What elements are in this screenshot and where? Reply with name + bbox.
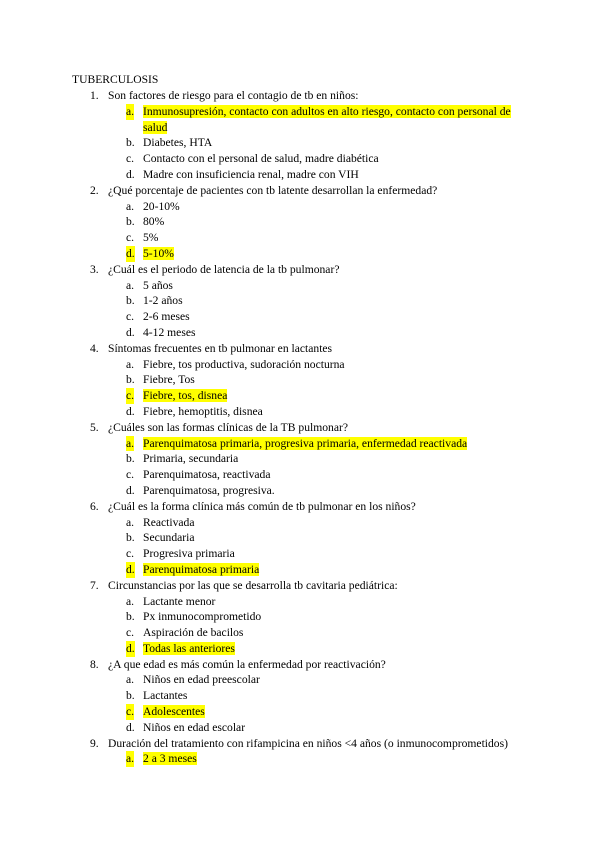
option-list [0,357,600,420]
option-list [0,436,600,499]
question-line [0,183,600,199]
option-letter: c. [126,389,135,403]
option-letter: a. [126,436,135,450]
option-text: Inmunosupresión, contacto con adultos en alto riesgo, contacto con personal de salud [143,104,511,134]
answer-option-highlighted [0,751,600,767]
option-text-wrapper [143,230,533,246]
option-letter: b. [126,294,135,308]
option-text: Niños en edad escolar [143,720,246,734]
answer-option [0,688,600,704]
question-number: 3. [90,262,99,276]
document-title: TUBERCULOSIS [72,73,159,86]
option-text: 20-10% [143,199,180,213]
option-text: Aspiración de bacilos [143,626,244,640]
answer-option [0,672,600,688]
option-text: 2 a 3 meses [143,752,197,766]
question-text: Circunstancias por las que se desarrolla tb cavitaria pediátrica: [108,578,398,592]
question-item [0,262,600,341]
option-text: Fiebre, Tos [143,373,195,387]
option-text-wrapper [143,562,533,578]
answer-option-highlighted [0,246,600,262]
option-letter: d. [126,483,135,497]
option-text-wrapper [143,372,533,388]
option-text-wrapper [143,388,533,404]
option-letter: c. [126,152,135,166]
question-number: 4. [90,341,99,355]
option-text-wrapper [143,293,533,309]
option-letter: c. [126,705,135,719]
question-text: ¿Qué porcentaje de pacientes con tb latente desarrollan la enfermedad? [108,183,438,197]
question-line [0,499,600,515]
option-letter: d. [126,167,135,181]
answer-option [0,609,600,625]
option-text: Parenquimatosa, progresiva. [143,483,275,497]
answer-option [0,167,600,183]
option-letter: d. [126,641,135,655]
answer-option [0,357,600,373]
option-text-wrapper [143,609,533,625]
option-text-wrapper [143,751,533,767]
option-letter: a. [126,104,135,118]
option-text: Parenquimatosa, reactivada [143,468,271,482]
option-text: Reactivada [143,515,195,529]
option-text: Fiebre, hemoptitis, disnea [143,404,263,418]
option-letter: a. [126,357,135,371]
answer-option [0,309,600,325]
option-text-wrapper [143,199,533,215]
question-number: 5. [90,420,99,434]
question-number: 7. [90,578,99,592]
option-text: Secundaria [143,531,195,545]
option-text: Diabetes, HTA [143,136,213,150]
option-letter: a. [126,278,135,292]
question-number: 9. [90,736,99,750]
option-letter: b. [126,136,135,150]
option-text-wrapper [143,720,533,736]
option-text: Parenquimatosa primaria, progresiva primaria, enfermedad reactivada [143,436,468,450]
option-letter: a. [126,673,135,687]
option-letter: b. [126,610,135,624]
option-text: Px inmunocomprometido [143,610,262,624]
option-text-wrapper [143,436,533,452]
option-text: Contacto con el personal de salud, madre diabética [143,152,379,166]
option-letter: d. [126,325,135,339]
answer-option [0,151,600,167]
question-item [0,341,600,420]
option-text-wrapper [143,625,533,641]
option-text: 5 años [143,278,173,292]
option-text-wrapper [143,104,533,136]
option-text-wrapper [143,309,533,325]
option-list [0,199,600,262]
option-text-wrapper [143,151,533,167]
question-line [0,262,600,278]
option-text: Parenquimatosa primaria [143,562,260,576]
option-text-wrapper [143,515,533,531]
option-text: Adolescentes [143,705,205,719]
option-text-wrapper [143,357,533,373]
option-text: 80% [143,215,165,229]
option-text-wrapper [143,167,533,183]
answer-option [0,135,600,151]
question-line [0,657,600,673]
question-number: 6. [90,499,99,513]
question-text: Síntomas frecuentes en tb pulmonar en lactantes [108,341,333,355]
question-number: 1. [90,89,99,102]
answer-option [0,293,600,309]
option-text: Fiebre, tos, disnea [143,389,228,403]
question-text: ¿Cuál es la forma clínica más común de tb pulmonar en los niños? [108,499,416,513]
answer-option [0,372,600,388]
option-text-wrapper [143,325,533,341]
question-text: ¿A que edad es más común la enfermedad por reactivación? [108,657,386,671]
option-letter: a. [126,515,135,529]
answer-option [0,720,600,736]
option-letter: d. [126,246,135,260]
option-text-wrapper [143,594,533,610]
option-text-wrapper [143,483,533,499]
option-letter: a. [126,594,135,608]
option-text-wrapper [143,278,533,294]
question-line [0,736,600,752]
option-text-wrapper [143,704,533,720]
option-list [0,515,600,578]
option-text: Lactantes [143,689,188,703]
option-text-wrapper [143,467,533,483]
answer-option [0,199,600,215]
answer-option [0,404,600,420]
question-line [0,88,600,104]
answer-option [0,515,600,531]
answer-option [0,594,600,610]
question-line [0,578,600,594]
answer-option [0,214,600,230]
option-text: Madre con insuficiencia renal, madre con VIH [143,167,359,181]
option-text-wrapper [143,672,533,688]
option-letter: b. [126,689,135,703]
question-text: ¿Cuáles son las formas clínicas de la TB pulmonar? [108,420,348,434]
option-text-wrapper [143,404,533,420]
question-line [0,420,600,436]
option-text-wrapper [143,451,533,467]
option-letter: c. [126,626,135,640]
option-text: Primaria, secundaria [143,452,239,466]
option-text-wrapper [143,641,533,657]
option-letter: b. [126,373,135,387]
answer-option [0,451,600,467]
option-letter: a. [126,199,135,213]
answer-option [0,278,600,294]
question-number: 2. [90,183,99,197]
question-item [0,578,600,657]
answer-option [0,230,600,246]
option-letter: d. [126,720,135,734]
option-text-wrapper [143,530,533,546]
option-letter: d. [126,404,135,418]
option-letter: a. [126,752,135,766]
option-text: Todas las anteriores [143,641,235,655]
option-text: 4-12 meses [143,325,196,339]
answer-option-highlighted [0,436,600,452]
answer-option-highlighted [0,388,600,404]
option-list [0,104,600,183]
option-letter: c. [126,310,135,324]
option-text: 5% [143,231,159,245]
question-item [0,736,600,768]
answer-option-highlighted [0,641,600,657]
option-text-wrapper [143,246,533,262]
option-text-wrapper [143,546,533,562]
question-text: ¿Cuál es el periodo de latencia de la tb pulmonar? [108,262,340,276]
option-list [0,594,600,657]
question-number: 8. [90,657,99,671]
option-text: 1-2 años [143,294,183,308]
option-text: 2-6 meses [143,310,190,324]
question-text: Son factores de riesgo para el contagio de tb en niños: [108,89,359,102]
option-list [0,278,600,341]
answer-option [0,546,600,562]
option-text: Lactante menor [143,594,216,608]
option-text: 5-10% [143,246,174,260]
option-letter: b. [126,531,135,545]
option-text-wrapper [143,135,533,151]
option-letter: b. [126,215,135,229]
option-text-wrapper [143,214,533,230]
answer-option-highlighted [0,104,600,136]
option-letter: c. [126,231,135,245]
option-text: Progresiva primaria [143,547,235,561]
answer-option [0,483,600,499]
option-list [0,751,600,767]
option-letter: c. [126,547,135,561]
answer-option [0,530,600,546]
question-item [0,183,600,262]
question-item [0,88,600,183]
question-item [0,657,600,736]
option-text-wrapper [143,688,533,704]
question-list [0,88,600,767]
answer-option [0,625,600,641]
answer-option [0,467,600,483]
option-text: Fiebre, tos productiva, sudoración nocturna [143,357,345,371]
answer-option [0,325,600,341]
option-text: Niños en edad preescolar [143,673,260,687]
question-item [0,420,600,499]
answer-option-highlighted [0,704,600,720]
question-text: Duración del tratamiento con rifampicina en niños <4 años (o inmunocomprometidos) [108,736,508,750]
question-item [0,499,600,578]
option-letter: c. [126,468,135,482]
question-line [0,341,600,357]
option-letter: b. [126,452,135,466]
answer-option-highlighted [0,562,600,578]
option-list [0,672,600,735]
option-letter: d. [126,562,135,576]
